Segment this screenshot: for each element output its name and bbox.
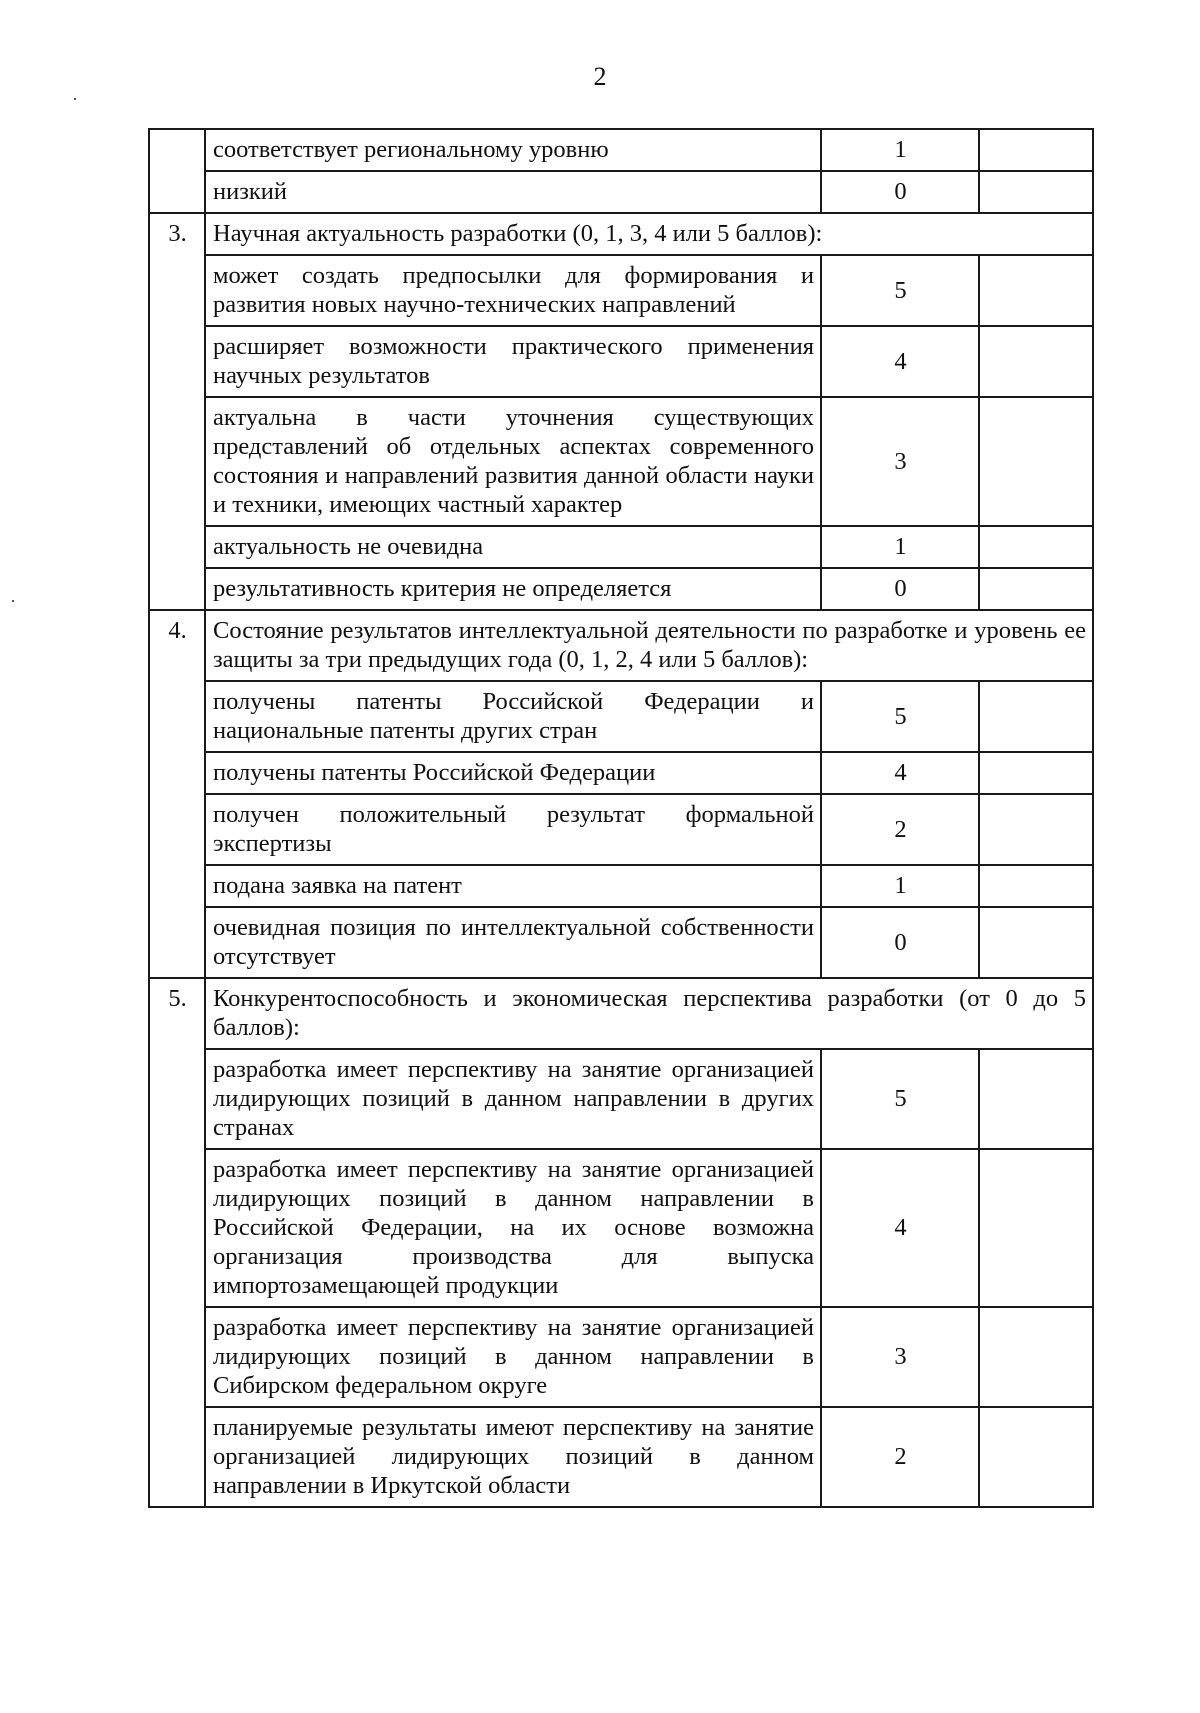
criterion-score: 3 — [821, 1307, 979, 1407]
criterion-row — [149, 907, 1093, 978]
criterion-score: 5 — [821, 1049, 979, 1149]
criterion-row — [149, 129, 1093, 171]
section-header-row — [149, 978, 1093, 1049]
section-title: Конкурентоспособность и экономическая перспектива разработки (от 0 до 5 баллов): — [205, 978, 1093, 1049]
criterion-text: может создать предпосылки для формирования и развития новых научно-технических направлений — [205, 255, 821, 326]
section-number: 3. — [149, 213, 205, 610]
section-header-row — [149, 610, 1093, 681]
criterion-text: подана заявка на патент — [205, 865, 821, 907]
criterion-score: 4 — [821, 1149, 979, 1307]
criteria-table-body — [149, 129, 1093, 1507]
criterion-text: разработка имеет перспективу на занятие организацией лидирующих позиций в данном направлении в других странах — [205, 1049, 821, 1149]
criterion-text: планируемые результаты имеют перспективу на занятие организацией лидирующих позиций в данном направлении в Иркутской области — [205, 1407, 821, 1507]
criterion-text: низкий — [205, 171, 821, 213]
evaluation-cell — [979, 1307, 1093, 1407]
criterion-row — [149, 1149, 1093, 1307]
evaluation-cell — [979, 326, 1093, 397]
criterion-row — [149, 681, 1093, 752]
evaluation-cell — [979, 129, 1093, 171]
criterion-row — [149, 255, 1093, 326]
evaluation-cell — [979, 526, 1093, 568]
criterion-score: 5 — [821, 255, 979, 326]
criterion-text: актуальность не очевидна — [205, 526, 821, 568]
criterion-score: 0 — [821, 568, 979, 610]
evaluation-cell — [979, 1049, 1093, 1149]
criterion-row — [149, 1307, 1093, 1407]
evaluation-cell — [979, 1149, 1093, 1307]
criterion-text: очевидная позиция по интеллектуальной собственности отсутствует — [205, 907, 821, 978]
criterion-score: 4 — [821, 326, 979, 397]
evaluation-cell — [979, 255, 1093, 326]
evaluation-cell — [979, 1407, 1093, 1507]
criterion-score: 1 — [821, 526, 979, 568]
criterion-score: 5 — [821, 681, 979, 752]
criterion-text: разработка имеет перспективу на занятие организацией лидирующих позиций в данном направлении в Сибирском федеральном округе — [205, 1307, 821, 1407]
criterion-text: получен положительный результат формальной экспертизы — [205, 794, 821, 865]
evaluation-cell — [979, 752, 1093, 794]
evaluation-cell — [979, 681, 1093, 752]
criterion-row — [149, 397, 1093, 526]
scan-speck — [74, 98, 76, 100]
criterion-score: 1 — [821, 129, 979, 171]
criterion-text: разработка имеет перспективу на занятие организацией лидирующих позиций в данном направлении в Российской Федерации, на их основе возможна организация производства для выпуска импортозамещающей продукции — [205, 1149, 821, 1307]
scan-speck — [12, 600, 14, 602]
page-number: 2 — [593, 62, 607, 91]
evaluation-cell — [979, 568, 1093, 610]
criterion-score: 4 — [821, 752, 979, 794]
evaluation-cell — [979, 907, 1093, 978]
criterion-score: 2 — [821, 794, 979, 865]
criterion-score: 2 — [821, 1407, 979, 1507]
criterion-score: 0 — [821, 907, 979, 978]
criterion-text: получены патенты Российской Федерации — [205, 752, 821, 794]
criteria-table — [148, 128, 1094, 1508]
section-number — [149, 129, 205, 213]
criterion-row — [149, 1407, 1093, 1507]
criterion-text: получены патенты Российской Федерации и национальные патенты других стран — [205, 681, 821, 752]
evaluation-cell — [979, 397, 1093, 526]
criterion-score: 0 — [821, 171, 979, 213]
evaluation-cell — [979, 171, 1093, 213]
section-title: Научная актуальность разработки (0, 1, 3, 4 или 5 баллов): — [205, 213, 1093, 255]
criterion-row — [149, 1049, 1093, 1149]
evaluation-cell — [979, 865, 1093, 907]
criterion-text: расширяет возможности практического применения научных результатов — [205, 326, 821, 397]
section-number: 5. — [149, 978, 205, 1507]
criterion-text: актуальна в части уточнения существующих представлений об отдельных аспектах современного состояния и направлений развития данной области науки и техники, имеющих частный характер — [205, 397, 821, 526]
criterion-text: результативность критерия не определяется — [205, 568, 821, 610]
criterion-score: 1 — [821, 865, 979, 907]
criterion-text: соответствует региональному уровню — [205, 129, 821, 171]
section-number: 4. — [149, 610, 205, 978]
section-header-row — [149, 213, 1093, 255]
criterion-row — [149, 865, 1093, 907]
criterion-row — [149, 794, 1093, 865]
criterion-row — [149, 568, 1093, 610]
criterion-row — [149, 752, 1093, 794]
criterion-row — [149, 526, 1093, 568]
criterion-row — [149, 326, 1093, 397]
criterion-score: 3 — [821, 397, 979, 526]
evaluation-cell — [979, 794, 1093, 865]
section-title: Состояние результатов интеллектуальной деятельности по разработке и уровень ее защиты за три предыдущих года (0, 1, 2, 4 или 5 баллов): — [205, 610, 1093, 681]
criterion-row — [149, 171, 1093, 213]
